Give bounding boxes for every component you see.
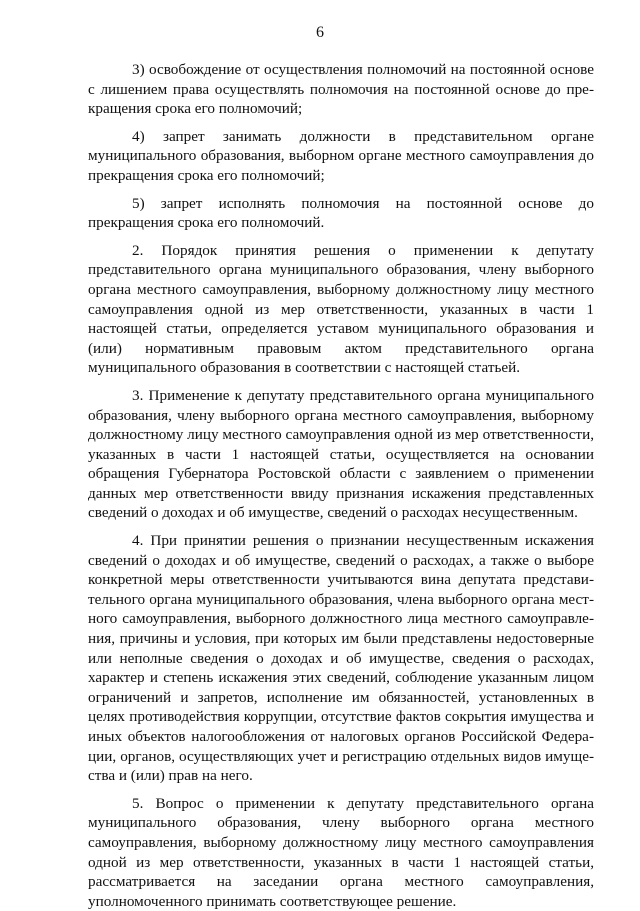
paragraph-part-5: 5. Вопрос о применении к депутату представительного органа муниципального образования, члену выборного органа местного самоуправления, выборному должностному лицу местного самоуправления одной из мер ответственности, указанных в части 1 настоящей статьи, рассматривается на заседании органа местного самоуправления, уполномоченного принимать соответствующее решение. <box>88 794 594 910</box>
paragraph-part-4: 4. При принятии решения о признании несущественным искажения сведений о доходах и об имуществе, сведений о расходах, а также о выборе конкретной меры ответственности учитываются вина депутата представительного органа муниципального образования, члена выборного органа местного самоуправления, выборного должностного лица местного самоуправления, причины и условия, при которых им были представлены недостоверные или неполные сведения о доходах и об имуществе, сведения о расходах, характер и степень искажения этих сведений, соблюдение указанным лицом ограничений и запретов, исполнение им обязанностей, установленных в целях противодействия коррупции, отсутствие фактов сокрытия имущества и иных объектов налогообложения от налоговых органов Российской Федерации, органов, осуществляющих учет и регистрацию отдельных видов имущества и (или) прав на него. <box>88 532 594 785</box>
document-body <box>88 60 594 911</box>
page-number: 6 <box>316 24 324 41</box>
paragraph-item-4: 4) запрет занимать должности в представительном органе муниципального образования, выборном органе местного самоуправления до прекращения срока его полномочий; <box>88 127 594 184</box>
paragraph-item-3: 3) освобождение от осуществления полномочий на постоянной основе с лишением права осуществлять полномочия на постоянной основе до прекращения срока его полномочий; <box>88 61 594 118</box>
paragraph-part-3: 3. Применение к депутату представительного органа муниципального образования, члену выборного органа местного самоуправления, выборному должностному лицу местного самоуправления одной из мер ответственности, указанных в части 1 настоящей статьи, осуществляется на основании обращения Губернатора Ростовской области с заявлением о применении данных мер ответственности ввиду признания искажения представленных сведений о доходах и об имуществе, сведений о расходах несущественным. <box>88 386 594 522</box>
paragraph-item-5: 5) запрет исполнять полномочия на постоянной основе до прекращения срока его полномочий. <box>88 194 594 232</box>
paragraph-part-2: 2. Порядок принятия решения о применении к депутату представительного органа муниципального образования, члену выборного органа местного самоуправления, выборному должностному лицу местного самоуправления одной из мер ответственности, указанных в части 1 настоящей статьи, определяется уставом муниципального образования и (или) нормативным правовым актом представительного органа муниципального образования в соответствии с настоящей статьей. <box>88 241 594 377</box>
